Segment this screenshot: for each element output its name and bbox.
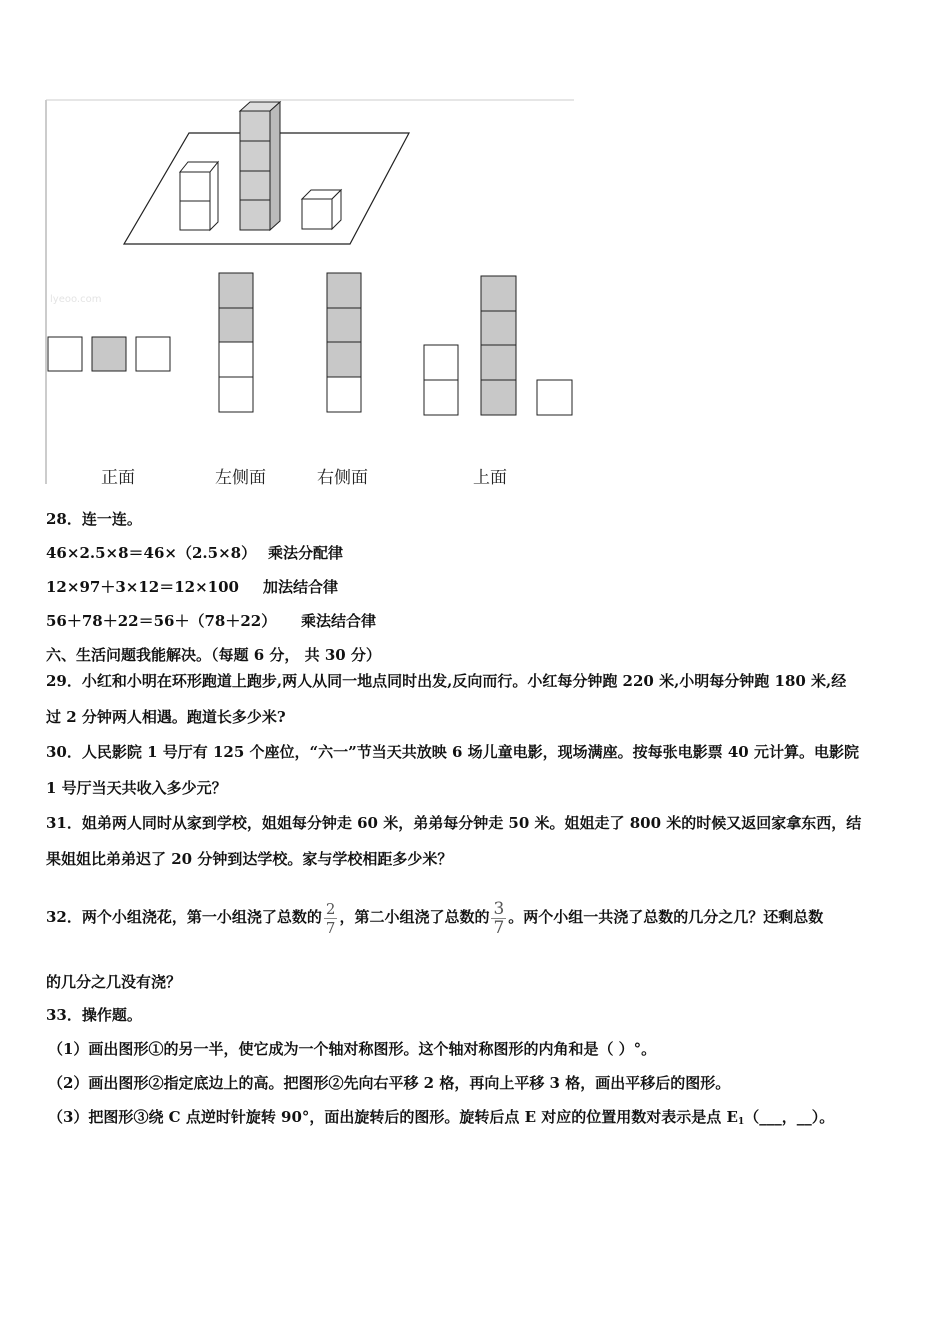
right-cube xyxy=(302,190,341,229)
q33-item3 xyxy=(48,1107,834,1132)
top-view xyxy=(424,276,572,415)
q28-expr-2: 12×97＋3×12＝12×100 xyxy=(46,578,239,596)
q33-item3-subscript: 1 xyxy=(737,1117,745,1127)
q32-frac1-denominator: 7 xyxy=(325,918,336,937)
top-view-label: 上面 xyxy=(473,468,507,488)
cube-views-drawing xyxy=(44,98,576,484)
watermark-text: lyeoo.com xyxy=(50,294,102,305)
q32-frac1-numerator: 2 xyxy=(325,899,336,918)
q29-line1: 29．小红和小明在环形跑道上跑步,两人从同一地点同时出发,反向而行。小红每分钟跑 220 米,小明每分钟跑 180 米,经 xyxy=(46,672,847,690)
cube-views-figure xyxy=(44,98,576,484)
q33-item3-blank: （___，__）。 xyxy=(744,1108,835,1126)
q32-line2: 的几分之几没有浇？ xyxy=(46,973,182,991)
q32-part3: 。两个小组一共浇了总数的几分之几？还剩总数 xyxy=(508,908,824,926)
q31-line1: 31．姐弟两人同时从家到学校，姐姐每分钟走 60 米，弟弟每分钟走 50 米。姐姐走了 800 米的时候又返回家拿东西，结 xyxy=(46,814,862,832)
q32-line1 xyxy=(46,888,823,946)
front-view-label: 正面 xyxy=(101,468,135,488)
q28-title: 28．连一连。 xyxy=(46,510,142,528)
section6-title: 六、生活问题我能解决。（每题 6 分， 共 30 分） xyxy=(46,646,381,664)
q29-line2: 过 2 分钟两人相遇。跑道长多少米? xyxy=(46,708,286,726)
q31-line2: 果姐姐比弟弟迟了 20 分钟到达学校。家与学校相距多少米？ xyxy=(46,850,453,868)
q33-item2: （2）画出图形②指定底边上的高。把图形②先向右平移 2 格，再向上平移 3 格，画出平移后的图形。 xyxy=(48,1074,731,1092)
q30-line1: 30．人民影院 1 号厅有 125 个座位，“六一”节当天共放映 6 场儿童电影，现场满座。按每张电影票 40 元计算。电影院 xyxy=(46,743,859,761)
right-view xyxy=(327,273,361,412)
q32-part2: ，第二小组浇了总数的 xyxy=(339,908,490,926)
left-view xyxy=(219,273,253,412)
q28-law-1: 乘法分配律 xyxy=(268,544,344,562)
q32-frac2-numerator: 3 xyxy=(493,898,505,919)
q32-part1: 32．两个小组浇花，第一小组浇了总数的 xyxy=(46,908,322,926)
left-cube-stack xyxy=(180,162,218,230)
q33-item3-text: （3）把图形③绕 C 点逆时针旋转 90°，面出旋转后的图形。旋转后点 E 对应的位置用数对表示是点 E xyxy=(48,1108,738,1126)
left-view-label: 左侧面 xyxy=(215,468,266,488)
q28-law-3: 乘法结合律 xyxy=(301,612,377,630)
front-view xyxy=(48,337,170,371)
q30-line2: 1 号厅当天共收入多少元？ xyxy=(46,779,227,797)
q33-title: 33．操作题。 xyxy=(46,1006,142,1024)
q32-frac2-denominator: 7 xyxy=(493,917,505,938)
q28-expr-1: 46×2.5×8＝46×（2.5×8） xyxy=(46,544,257,562)
q32-fraction-2 xyxy=(491,900,506,937)
q28-law-2: 加法结合律 xyxy=(263,578,339,596)
q32-fraction-1 xyxy=(324,900,338,937)
middle-cube-stack xyxy=(240,102,280,230)
right-view-label: 右侧面 xyxy=(317,468,368,488)
q28-expr-3: 56＋78＋22＝56＋（78＋22） xyxy=(46,612,277,630)
q33-item1: （1）画出图形①的另一半，使它成为一个轴对称图形。这个轴对称图形的内角和是（ ）°。 xyxy=(48,1040,657,1058)
